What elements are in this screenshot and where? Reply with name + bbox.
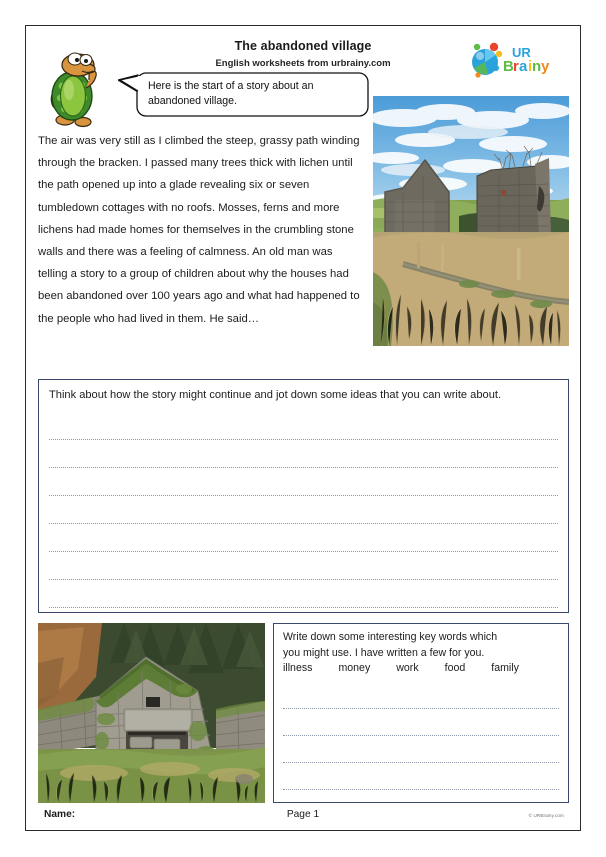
ideas-answer-box[interactable]	[38, 379, 569, 613]
writing-line[interactable]	[49, 523, 558, 524]
writing-line[interactable]	[283, 762, 559, 763]
speech-bubble-text: Here is the start of a story about an abandoned village.	[148, 80, 314, 107]
photo-mossy-stone-ruin	[38, 623, 265, 803]
svg-text:y: y	[541, 58, 550, 75]
photo-ruined-cottages-hillside	[373, 96, 569, 346]
keyword-item: work	[396, 662, 419, 674]
writing-line[interactable]	[49, 607, 558, 608]
urbrainy-logo	[470, 38, 562, 82]
keyword-item: illness	[283, 662, 313, 674]
page-number: Page 1	[286, 809, 320, 820]
svg-text:UR: UR	[512, 45, 531, 60]
svg-text:a: a	[519, 58, 528, 75]
keywords-answer-box[interactable]	[273, 623, 569, 803]
keyword-item: family	[491, 662, 519, 674]
keyword-item: money	[338, 662, 371, 674]
copyright-notice: © URBrainy.com	[528, 813, 564, 818]
keywords-prompt-line1: Write down some interesting key words which	[283, 631, 498, 643]
writing-line[interactable]	[49, 467, 558, 468]
svg-text:r: r	[513, 58, 519, 75]
turtle-mascot-icon	[38, 48, 110, 130]
writing-line[interactable]	[49, 439, 558, 440]
name-field-label[interactable]: Name:	[44, 809, 76, 820]
svg-text:i: i	[528, 58, 533, 75]
page-subtitle: English worksheets from urbrainy.com	[215, 58, 391, 69]
writing-line[interactable]	[49, 579, 558, 580]
speech-bubble	[118, 70, 370, 118]
svg-text:n: n	[532, 58, 542, 75]
writing-line[interactable]	[49, 495, 558, 496]
writing-line[interactable]	[49, 551, 558, 552]
keyword-item: food	[444, 662, 466, 674]
keywords-list	[283, 661, 560, 677]
ideas-prompt: Think about how the story might continue and jot down some ideas that you can write about.	[49, 389, 502, 401]
writing-line[interactable]	[283, 735, 559, 736]
story-paragraph: The air was very still as I climbed the steep, grassy path winding through the bracken. I passed many trees thick with lichen until the path opened up into a glade revealing six or seven tumbledown cottages with no roofs. Mosses, ferns and more lichens had made homes for themselves in the crumbling stone walls and there was a feeling of calmness. An old man was telling a story to a group of children about why the houses had been abandoned over 100 years ago and what had happened to the people who had lived in them. He said…	[38, 135, 360, 325]
page-title: The abandoned village	[234, 39, 372, 53]
writing-line[interactable]	[283, 708, 559, 709]
keywords-prompt-line2: you might use. I have written a few for you.	[283, 646, 485, 659]
keywords-prompt	[283, 630, 560, 677]
worksheet-page	[25, 25, 581, 831]
svg-text:B: B	[503, 58, 514, 75]
writing-line[interactable]	[283, 789, 559, 790]
